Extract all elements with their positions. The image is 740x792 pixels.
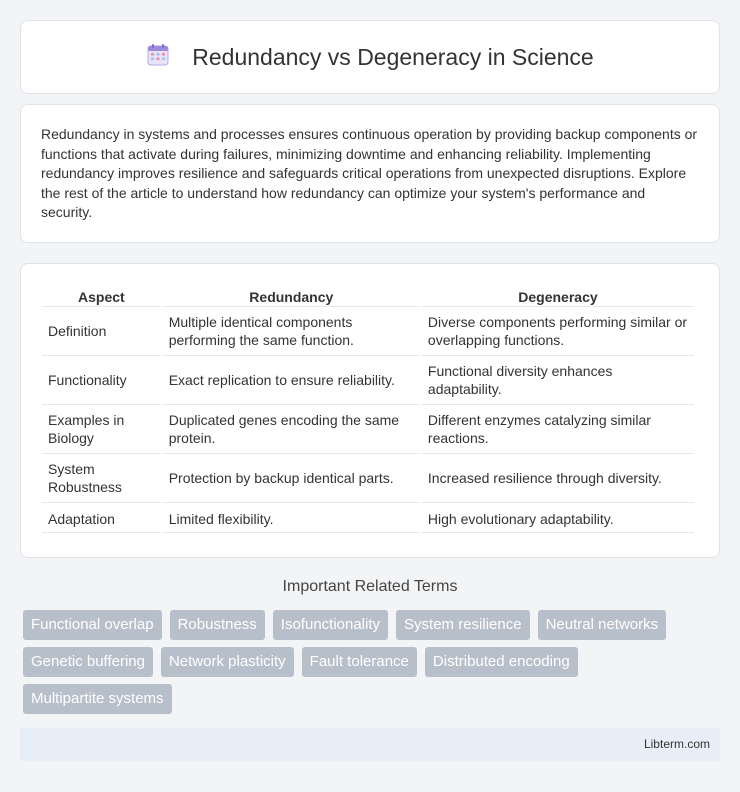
tag-genetic-buffering[interactable]: Genetic buffering xyxy=(23,647,153,677)
cell-redundancy: Limited flexibility. xyxy=(163,503,420,533)
tag-functional-overlap[interactable]: Functional overlap xyxy=(23,610,162,640)
tag-isofunctionality[interactable]: Isofunctionality xyxy=(273,610,388,640)
cell-degeneracy: Increased resilience through diversity. xyxy=(422,454,694,503)
tag-distributed-encoding[interactable]: Distributed encoding xyxy=(425,647,578,677)
related-terms-list xyxy=(23,610,723,714)
cell-aspect: System Robustness xyxy=(42,454,161,503)
header-degeneracy: Degeneracy xyxy=(422,284,694,307)
table-row xyxy=(42,405,694,454)
cell-degeneracy: Different enzymes catalyzing similar reactions. xyxy=(422,405,694,454)
cell-redundancy: Exact replication to ensure reliability. xyxy=(163,356,420,405)
header-redundancy: Redundancy xyxy=(163,284,420,307)
cell-degeneracy: Functional diversity enhances adaptability. xyxy=(422,356,694,405)
table-row xyxy=(42,454,694,503)
comparison-card xyxy=(20,263,720,558)
table-row xyxy=(42,503,694,533)
header-aspect: Aspect xyxy=(42,284,161,307)
cell-degeneracy: High evolutionary adaptability. xyxy=(422,503,694,533)
intro-card xyxy=(20,104,720,243)
comparison-table xyxy=(40,284,696,533)
table-row xyxy=(42,307,694,356)
tag-robustness[interactable]: Robustness xyxy=(170,610,265,640)
cell-aspect: Examples in Biology xyxy=(42,405,161,454)
related-terms-title: Important Related Terms xyxy=(282,578,458,595)
footer-site-link[interactable]: Libterm.com xyxy=(643,737,710,751)
cell-aspect: Adaptation xyxy=(42,503,161,533)
intro-paragraph: Redundancy in systems and processes ensures continuous operation by providing backup components or functions that activate during failures, minimizing downtime and enhancing reliability. Implementing redundancy improves resilience and safeguards critical operations from unexpected disruptions. Explore the rest of the article to understand how redundancy can optimize your system's performance and security. xyxy=(41,126,698,221)
header xyxy=(146,43,593,72)
tag-neutral-networks[interactable]: Neutral networks xyxy=(538,610,667,640)
table-header-row xyxy=(42,284,694,307)
cell-redundancy: Protection by backup identical parts. xyxy=(163,454,420,503)
tag-network-plasticity[interactable]: Network plasticity xyxy=(161,647,294,677)
footer xyxy=(20,728,720,761)
header-card xyxy=(20,20,720,94)
calendar-icon xyxy=(146,43,170,72)
table-row xyxy=(42,356,694,405)
tag-multipartite-systems[interactable]: Multipartite systems xyxy=(23,684,172,714)
cell-aspect: Functionality xyxy=(42,356,161,405)
cell-redundancy: Multiple identical components performing the same function. xyxy=(163,307,420,356)
cell-redundancy: Duplicated genes encoding the same protein. xyxy=(163,405,420,454)
tag-fault-tolerance[interactable]: Fault tolerance xyxy=(302,647,417,677)
cell-degeneracy: Diverse components performing similar or overlapping functions. xyxy=(422,307,694,356)
cell-aspect: Definition xyxy=(42,307,161,356)
page-title: Redundancy vs Degeneracy in Science xyxy=(192,43,594,70)
tag-system-resilience[interactable]: System resilience xyxy=(396,610,530,640)
